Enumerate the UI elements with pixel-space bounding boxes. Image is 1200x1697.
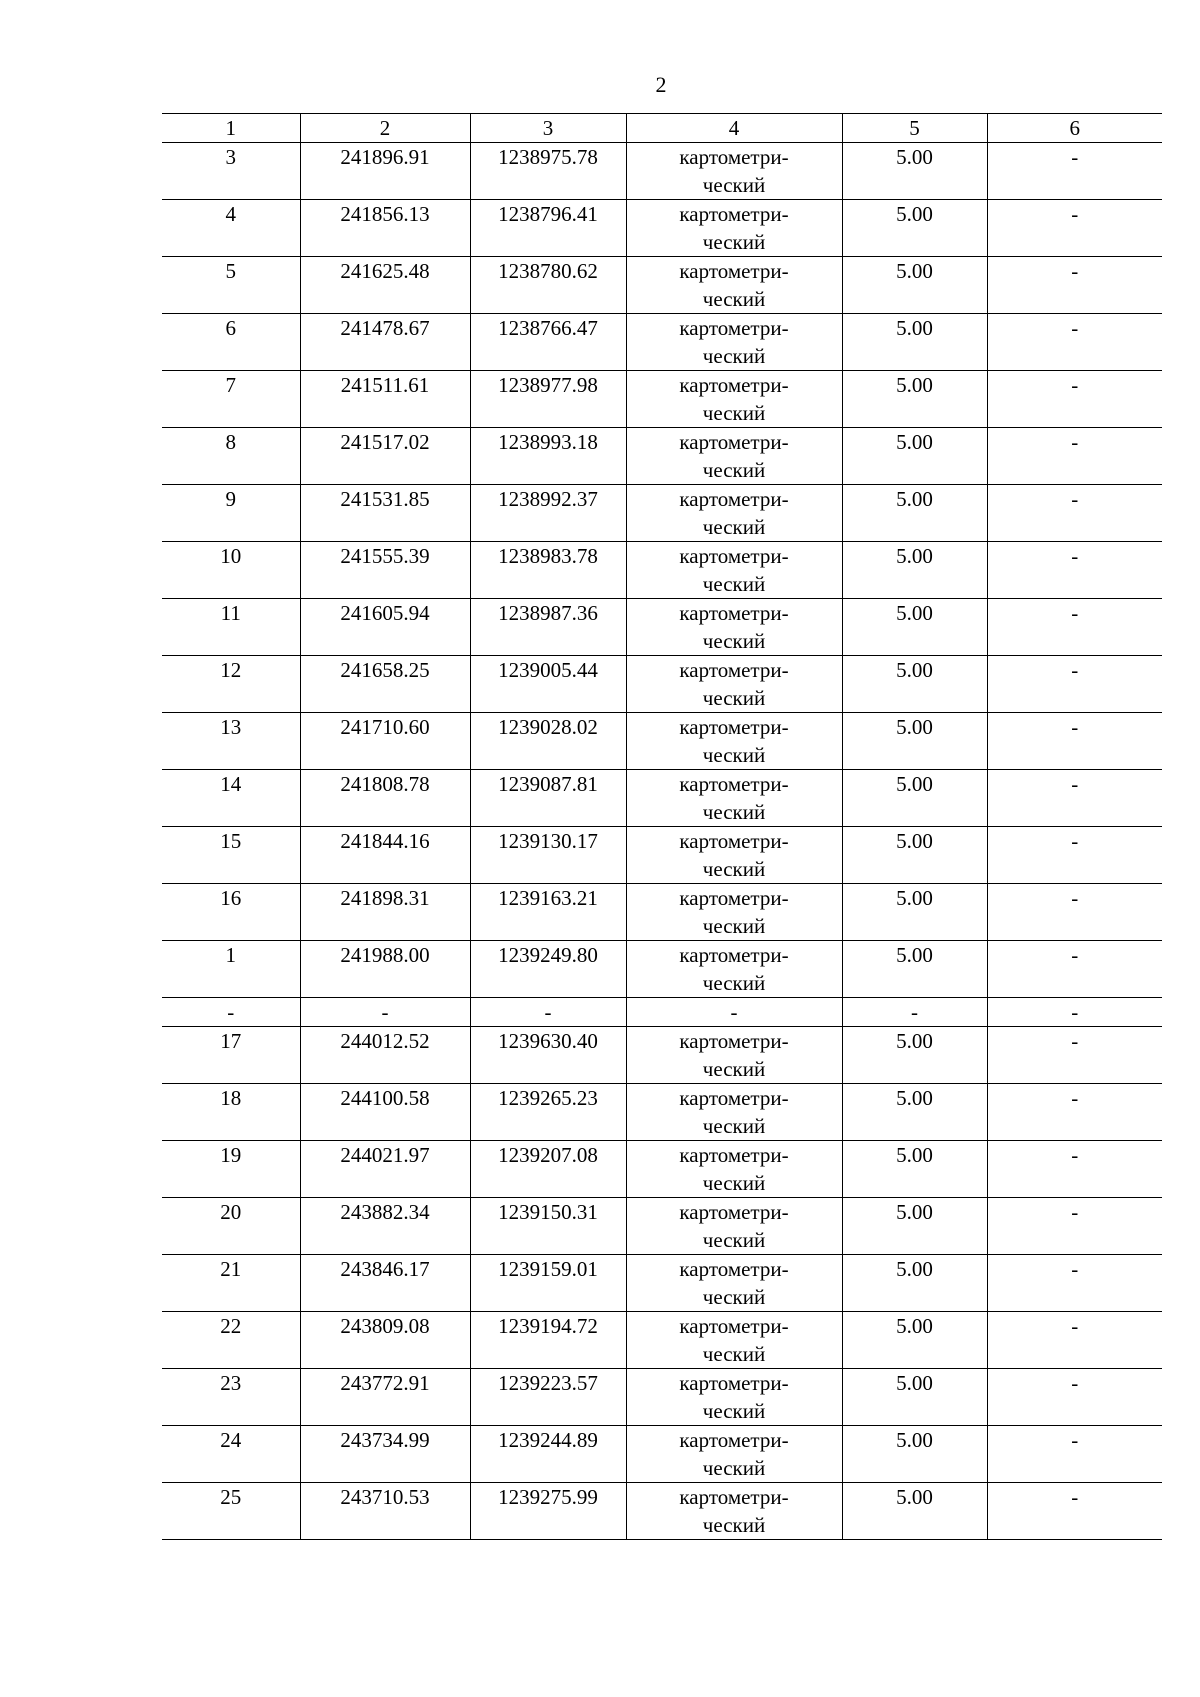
- method-line-2: ческий: [702, 1456, 766, 1480]
- y-coordinate-cell: 1239223.57: [470, 1369, 626, 1426]
- accuracy-cell: 5.00: [842, 770, 987, 827]
- note-cell: -: [987, 827, 1162, 884]
- method-line-1: картометри-: [679, 715, 789, 739]
- table-row: [162, 770, 1162, 827]
- method-line-1: картометри-: [679, 658, 789, 682]
- table-row: [162, 1084, 1162, 1141]
- point-number-cell: 8: [162, 428, 300, 485]
- x-coordinate-cell: 241856.13: [300, 200, 470, 257]
- note-cell: -: [987, 770, 1162, 827]
- note-cell: -: [987, 941, 1162, 998]
- method-line-1: -: [730, 1000, 738, 1024]
- note-cell: -: [987, 998, 1162, 1027]
- method-cell: [626, 1255, 842, 1312]
- method-line-1: картометри-: [679, 829, 789, 853]
- note-cell: -: [987, 542, 1162, 599]
- method-line-1: картометри-: [679, 1143, 789, 1167]
- point-number-cell: 25: [162, 1483, 300, 1540]
- y-coordinate-cell: 1239244.89: [470, 1426, 626, 1483]
- note-cell: -: [987, 1255, 1162, 1312]
- method-line-1: картометри-: [679, 373, 789, 397]
- method-cell: [626, 1027, 842, 1084]
- page-number: 2: [655, 72, 667, 97]
- method-line-1: картометри-: [679, 1029, 789, 1053]
- accuracy-cell: 5.00: [842, 1027, 987, 1084]
- method-line-2: ческий: [702, 1114, 766, 1138]
- method-line-2: ческий: [702, 458, 766, 482]
- point-number-cell: 11: [162, 599, 300, 656]
- method-cell: [626, 371, 842, 428]
- x-coordinate-cell: 241658.25: [300, 656, 470, 713]
- method-cell: [626, 713, 842, 770]
- method-cell: [626, 542, 842, 599]
- accuracy-cell: -: [842, 998, 987, 1027]
- method-line-1: картометри-: [679, 145, 789, 169]
- method-line-2: ческий: [702, 1171, 766, 1195]
- table-row: [162, 485, 1162, 542]
- method-line-2: ческий: [702, 1057, 766, 1081]
- y-coordinate-cell: 1238987.36: [470, 599, 626, 656]
- x-coordinate-cell: -: [300, 998, 470, 1027]
- note-cell: -: [987, 1369, 1162, 1426]
- method-cell: [626, 428, 842, 485]
- y-coordinate-cell: 1239265.23: [470, 1084, 626, 1141]
- method-line-2: ческий: [702, 572, 766, 596]
- table-row: [162, 827, 1162, 884]
- table-row: [162, 1312, 1162, 1369]
- table-row: [162, 1483, 1162, 1540]
- point-number-cell: 7: [162, 371, 300, 428]
- point-number-cell: -: [162, 998, 300, 1027]
- y-coordinate-cell: 1238796.41: [470, 200, 626, 257]
- method-cell: [626, 1198, 842, 1255]
- note-cell: -: [987, 143, 1162, 200]
- method-line-1: картометри-: [679, 886, 789, 910]
- method-cell: [626, 1369, 842, 1426]
- y-coordinate-cell: 1239630.40: [470, 1027, 626, 1084]
- x-coordinate-cell: 243772.91: [300, 1369, 470, 1426]
- y-coordinate-cell: 1239028.02: [470, 713, 626, 770]
- accuracy-cell: 5.00: [842, 314, 987, 371]
- method-line-2: ческий: [702, 743, 766, 767]
- point-number-cell: 18: [162, 1084, 300, 1141]
- x-coordinate-cell: 243809.08: [300, 1312, 470, 1369]
- note-cell: -: [987, 1027, 1162, 1084]
- method-line-2: ческий: [702, 515, 766, 539]
- method-line-2: ческий: [702, 800, 766, 824]
- method-line-2: ческий: [702, 971, 766, 995]
- x-coordinate-cell: 244100.58: [300, 1084, 470, 1141]
- x-coordinate-cell: 241517.02: [300, 428, 470, 485]
- point-number-cell: 10: [162, 542, 300, 599]
- table-body: [162, 114, 1162, 1540]
- table-row: [162, 1141, 1162, 1198]
- accuracy-cell: 5.00: [842, 1141, 987, 1198]
- accuracy-cell: 5.00: [842, 1255, 987, 1312]
- accuracy-cell: 5.00: [842, 200, 987, 257]
- method-line-1: картометри-: [679, 1200, 789, 1224]
- accuracy-cell: 5.00: [842, 143, 987, 200]
- method-line-2: ческий: [702, 686, 766, 710]
- table-row: [162, 371, 1162, 428]
- table-row: [162, 1255, 1162, 1312]
- y-coordinate-cell: 1239159.01: [470, 1255, 626, 1312]
- method-line-1: картометри-: [679, 601, 789, 625]
- y-coordinate-cell: 1239150.31: [470, 1198, 626, 1255]
- method-line-2: ческий: [702, 1399, 766, 1423]
- column-header: 6: [987, 114, 1162, 143]
- point-number-cell: 19: [162, 1141, 300, 1198]
- method-cell: [626, 656, 842, 713]
- point-number-cell: 20: [162, 1198, 300, 1255]
- x-coordinate-cell: 241898.31: [300, 884, 470, 941]
- accuracy-cell: 5.00: [842, 713, 987, 770]
- method-line-1: картометри-: [679, 544, 789, 568]
- accuracy-cell: 5.00: [842, 485, 987, 542]
- x-coordinate-cell: 243882.34: [300, 1198, 470, 1255]
- table-row: [162, 200, 1162, 257]
- y-coordinate-cell: -: [470, 998, 626, 1027]
- x-coordinate-cell: 241808.78: [300, 770, 470, 827]
- table-row: [162, 542, 1162, 599]
- method-cell: [626, 599, 842, 656]
- point-number-cell: 13: [162, 713, 300, 770]
- point-number-cell: 12: [162, 656, 300, 713]
- table-header-row: [162, 114, 1162, 143]
- note-cell: -: [987, 1141, 1162, 1198]
- accuracy-cell: 5.00: [842, 884, 987, 941]
- method-cell: [626, 485, 842, 542]
- method-cell: [626, 1483, 842, 1540]
- method-line-1: картометри-: [679, 202, 789, 226]
- accuracy-cell: 5.00: [842, 371, 987, 428]
- x-coordinate-cell: 241478.67: [300, 314, 470, 371]
- accuracy-cell: 5.00: [842, 1084, 987, 1141]
- accuracy-cell: 5.00: [842, 1312, 987, 1369]
- note-cell: -: [987, 1312, 1162, 1369]
- table-row: [162, 1369, 1162, 1426]
- note-cell: -: [987, 1483, 1162, 1540]
- table-separator-row: [162, 998, 1162, 1027]
- note-cell: -: [987, 713, 1162, 770]
- x-coordinate-cell: 241896.91: [300, 143, 470, 200]
- table-row: [162, 941, 1162, 998]
- x-coordinate-cell: 244021.97: [300, 1141, 470, 1198]
- accuracy-cell: 5.00: [842, 941, 987, 998]
- method-cell: [626, 1084, 842, 1141]
- method-line-1: картометри-: [679, 1257, 789, 1281]
- method-line-1: картометри-: [679, 772, 789, 796]
- method-cell: [626, 1426, 842, 1483]
- note-cell: -: [987, 599, 1162, 656]
- accuracy-cell: 5.00: [842, 257, 987, 314]
- method-cell: [626, 1312, 842, 1369]
- y-coordinate-cell: 1239194.72: [470, 1312, 626, 1369]
- method-cell: [626, 884, 842, 941]
- x-coordinate-cell: 241511.61: [300, 371, 470, 428]
- method-line-2: ческий: [702, 629, 766, 653]
- method-line-1: картометри-: [679, 1371, 789, 1395]
- x-coordinate-cell: 241605.94: [300, 599, 470, 656]
- table-row: [162, 1198, 1162, 1255]
- method-cell: [626, 998, 842, 1027]
- point-number-cell: 6: [162, 314, 300, 371]
- note-cell: -: [987, 1198, 1162, 1255]
- column-header: 4: [626, 114, 842, 143]
- column-header: 1: [162, 114, 300, 143]
- method-line-1: картометри-: [679, 316, 789, 340]
- method-line-2: ческий: [702, 1285, 766, 1309]
- method-line-1: картометри-: [679, 1485, 789, 1509]
- accuracy-cell: 5.00: [842, 1426, 987, 1483]
- point-number-cell: 21: [162, 1255, 300, 1312]
- y-coordinate-cell: 1238766.47: [470, 314, 626, 371]
- note-cell: -: [987, 1426, 1162, 1483]
- method-line-2: ческий: [702, 857, 766, 881]
- method-cell: [626, 827, 842, 884]
- point-number-cell: 1: [162, 941, 300, 998]
- method-cell: [626, 257, 842, 314]
- table-row: [162, 143, 1162, 200]
- note-cell: -: [987, 656, 1162, 713]
- method-line-1: картометри-: [679, 943, 789, 967]
- y-coordinate-cell: 1238977.98: [470, 371, 626, 428]
- y-coordinate-cell: 1239207.08: [470, 1141, 626, 1198]
- accuracy-cell: 5.00: [842, 599, 987, 656]
- method-cell: [626, 1141, 842, 1198]
- x-coordinate-cell: 243846.17: [300, 1255, 470, 1312]
- x-coordinate-cell: 241844.16: [300, 827, 470, 884]
- x-coordinate-cell: 241625.48: [300, 257, 470, 314]
- note-cell: -: [987, 884, 1162, 941]
- method-line-2: ческий: [702, 1342, 766, 1366]
- y-coordinate-cell: 1238975.78: [470, 143, 626, 200]
- y-coordinate-cell: 1238993.18: [470, 428, 626, 485]
- method-line-1: картометри-: [679, 1086, 789, 1110]
- x-coordinate-cell: 241555.39: [300, 542, 470, 599]
- method-cell: [626, 200, 842, 257]
- point-number-cell: 9: [162, 485, 300, 542]
- point-number-cell: 5: [162, 257, 300, 314]
- note-cell: -: [987, 485, 1162, 542]
- point-number-cell: 15: [162, 827, 300, 884]
- method-line-2: ческий: [702, 344, 766, 368]
- note-cell: -: [987, 200, 1162, 257]
- accuracy-cell: 5.00: [842, 428, 987, 485]
- point-number-cell: 24: [162, 1426, 300, 1483]
- method-cell: [626, 941, 842, 998]
- y-coordinate-cell: 1239087.81: [470, 770, 626, 827]
- x-coordinate-cell: 244012.52: [300, 1027, 470, 1084]
- table-row: [162, 1027, 1162, 1084]
- method-line-1: картометри-: [679, 430, 789, 454]
- note-cell: -: [987, 371, 1162, 428]
- method-line-2: ческий: [702, 230, 766, 254]
- y-coordinate-cell: 1238992.37: [470, 485, 626, 542]
- table-row: [162, 428, 1162, 485]
- y-coordinate-cell: 1239005.44: [470, 656, 626, 713]
- method-cell: [626, 143, 842, 200]
- note-cell: -: [987, 257, 1162, 314]
- point-number-cell: 14: [162, 770, 300, 827]
- method-line-1: картометри-: [679, 1428, 789, 1452]
- method-line-2: ческий: [702, 287, 766, 311]
- x-coordinate-cell: 243734.99: [300, 1426, 470, 1483]
- column-header: 5: [842, 114, 987, 143]
- accuracy-cell: 5.00: [842, 656, 987, 713]
- accuracy-cell: 5.00: [842, 542, 987, 599]
- table-row: [162, 656, 1162, 713]
- table-row: [162, 257, 1162, 314]
- accuracy-cell: 5.00: [842, 827, 987, 884]
- table-row: [162, 1426, 1162, 1483]
- x-coordinate-cell: 241710.60: [300, 713, 470, 770]
- method-line-1: картометри-: [679, 487, 789, 511]
- y-coordinate-cell: 1239163.21: [470, 884, 626, 941]
- method-line-2: ческий: [702, 401, 766, 425]
- table-row: [162, 599, 1162, 656]
- y-coordinate-cell: 1239249.80: [470, 941, 626, 998]
- method-line-2: ческий: [702, 1513, 766, 1537]
- x-coordinate-cell: 243710.53: [300, 1483, 470, 1540]
- y-coordinate-cell: 1239130.17: [470, 827, 626, 884]
- point-number-cell: 4: [162, 200, 300, 257]
- method-line-2: ческий: [702, 173, 766, 197]
- y-coordinate-cell: 1239275.99: [470, 1483, 626, 1540]
- point-number-cell: 16: [162, 884, 300, 941]
- column-header: 3: [470, 114, 626, 143]
- method-line-2: ческий: [702, 914, 766, 938]
- note-cell: -: [987, 314, 1162, 371]
- x-coordinate-cell: 241988.00: [300, 941, 470, 998]
- method-line-1: картометри-: [679, 259, 789, 283]
- point-number-cell: 3: [162, 143, 300, 200]
- x-coordinate-cell: 241531.85: [300, 485, 470, 542]
- note-cell: -: [987, 428, 1162, 485]
- table-row: [162, 314, 1162, 371]
- coordinates-table: [162, 113, 1162, 1540]
- method-cell: [626, 770, 842, 827]
- y-coordinate-cell: 1238983.78: [470, 542, 626, 599]
- accuracy-cell: 5.00: [842, 1483, 987, 1540]
- column-header: 2: [300, 114, 470, 143]
- method-line-1: картометри-: [679, 1314, 789, 1338]
- point-number-cell: 22: [162, 1312, 300, 1369]
- table-row: [162, 884, 1162, 941]
- accuracy-cell: 5.00: [842, 1369, 987, 1426]
- method-cell: [626, 314, 842, 371]
- accuracy-cell: 5.00: [842, 1198, 987, 1255]
- point-number-cell: 23: [162, 1369, 300, 1426]
- method-line-2: ческий: [702, 1228, 766, 1252]
- point-number-cell: 17: [162, 1027, 300, 1084]
- table-row: [162, 713, 1162, 770]
- note-cell: -: [987, 1084, 1162, 1141]
- y-coordinate-cell: 1238780.62: [470, 257, 626, 314]
